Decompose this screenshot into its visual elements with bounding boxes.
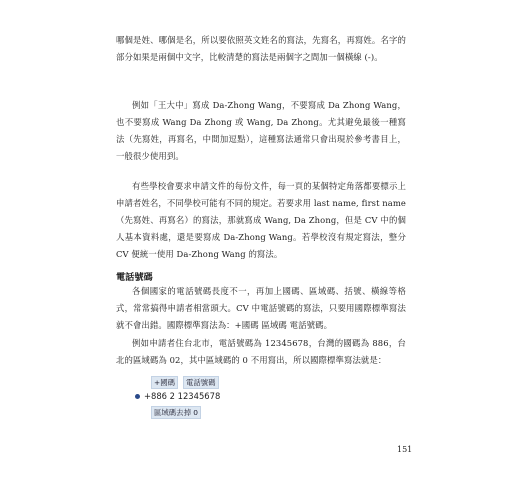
- paragraph-phone-example: 例如申請者住台北市，電話號碼為 12345678，台灣的國碼為 886，台北的區域碼為 02，其中區域碼的 0 不用寫出，所以國際標準寫法就是：: [116, 338, 406, 365]
- page-number: 151: [397, 445, 413, 454]
- section-heading-phone: 電話號碼: [116, 272, 153, 283]
- paragraph-phone-format: 各個國家的電話號碼長度不一，再加上國碼、區域碼、括號、橫線等格式，常常搞得申請者相當頭大。CV 中電話號碼的寫法，只要用國際標準寫法就不會出錯。國際標準寫法為：+國碼 區域碼 電話號碼。: [116, 286, 406, 330]
- phone-format-diagram: [135, 374, 295, 424]
- tag-phone-number: 電話號碼: [183, 376, 219, 389]
- paragraph-name-order: 哪個是姓、哪個是名，所以要依照英文姓名的寫法，先寫名，再寫姓。名字的部分如果是兩個中文字，比較清楚的寫法是兩個字之間加一個橫線 (-)。: [116, 35, 406, 62]
- bullet-dot-icon: [135, 394, 140, 399]
- international-phone-number: +886 2 12345678: [144, 391, 221, 401]
- paragraph-name-example: 例如「王大中」寫成 Da-Zhong Wang，不要寫成 Da Zhong Wang，也不要寫成 Wang Da Zhong 或 Wang, Da Zhong。尤其避免最後一種寫法（先寫姓，再寫名，中間加逗點），這種寫法通常只會出現於參考書目上，一般很少使用到。: [116, 100, 406, 161]
- tag-country-code: +國碼: [151, 376, 178, 389]
- paragraph-school-rules: 有些學校會要求申請文件的每份文件，每一頁的某個特定角落都要標示上申請者姓名，不同學校可能有不同的規定。若要求用 last name, first name（先寫姓、再寫名）的寫法，那就寫成 Wang, Da Zhong，但是 CV 中的個人基本資料處，還是要寫成 Da-Zhong Wang。若學校沒有規定寫法，整分 CV 便統一使用 Da-Zhong Wang 的寫法。: [116, 181, 406, 259]
- tag-area-code-note: 區域碼去掉 0: [151, 406, 201, 419]
